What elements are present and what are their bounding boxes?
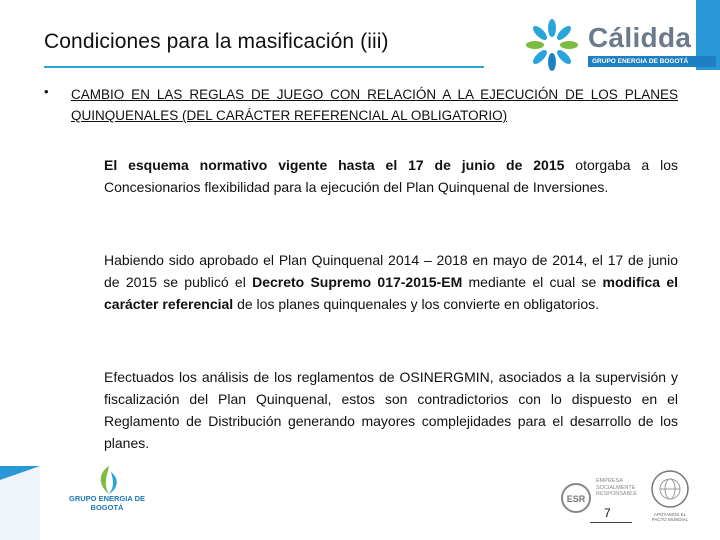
svg-text:ESR: ESR	[566, 494, 586, 504]
page-number-rule	[590, 522, 632, 523]
globe-icon	[649, 468, 691, 510]
paragraph-2-text-e: de los planes quinquenales y los convierte en obligatorios.	[233, 296, 599, 312]
paragraph-3: Efectuados los análisis de los reglamentos de OSINERGMIN, asociados a la supervisión y fiscalización del Plan Quinquenal, estos son contradictorios con lo dispuesto en el Reglamento de Distribución generando mayores complejidades para el desarrollo de los planes.	[104, 369, 678, 451]
paragraph-1-text: otorgaba a los Concesionarios flexibilidad para la ejecución del Plan Quinquenal de Inversiones.	[104, 157, 678, 195]
calidda-logo	[522, 16, 720, 74]
footer	[0, 466, 720, 540]
footer-corner-shape	[0, 466, 42, 540]
global-compact-text: APOYAMOS EL PACTO MUNDIAL	[651, 512, 689, 522]
paragraph-2	[104, 249, 678, 315]
paragraph-1-bold: El esquema normativo vigente hasta el 17 de junio de 2015	[104, 157, 565, 173]
title-underline	[44, 66, 484, 68]
flame-icon	[89, 466, 129, 496]
paragraph-2-text-c: mediante el cual se	[462, 274, 603, 290]
group-energia-text: GRUPO ENERGIA DE BOGOTÁ	[69, 494, 145, 512]
paragraph-2-decree: Decreto Supremo 017-2015-EM	[252, 274, 463, 290]
page-number: 7	[604, 506, 611, 520]
paragraph-2-text-a: Habiendo sido aprobado el Plan Quinquenal 2014 – 2018 en mayo de 2014, el 17 de junio de 2015 se publicó el	[104, 252, 678, 290]
flower-icon	[522, 16, 582, 74]
global-compact-badge	[646, 468, 694, 520]
brand-name: Cálidda	[588, 22, 692, 53]
esr-seal-icon	[560, 482, 592, 514]
bullet-marker: •	[44, 84, 49, 99]
paragraph-2-modification: modifica el carácter referencial	[104, 274, 679, 312]
paragraph-1	[104, 154, 678, 198]
slide-title: Condiciones para la masificación (iii)	[44, 30, 389, 53]
esr-badge	[560, 472, 640, 516]
brand-tagline: GRUPO ENERGIA DE BOGOTÁ	[592, 58, 689, 65]
bullet-heading: CAMBIO EN LAS REGLAS DE JUEGO CON RELACIÓN A LA EJECUCIÓN DE LOS PLANES QUINQUENALES (DEL CARÁCTER REFERENCIAL AL OBLIGATORIO)	[71, 87, 678, 123]
esr-text: EMPRESA SOCIALMENTE RESPONSABLE	[596, 478, 637, 497]
